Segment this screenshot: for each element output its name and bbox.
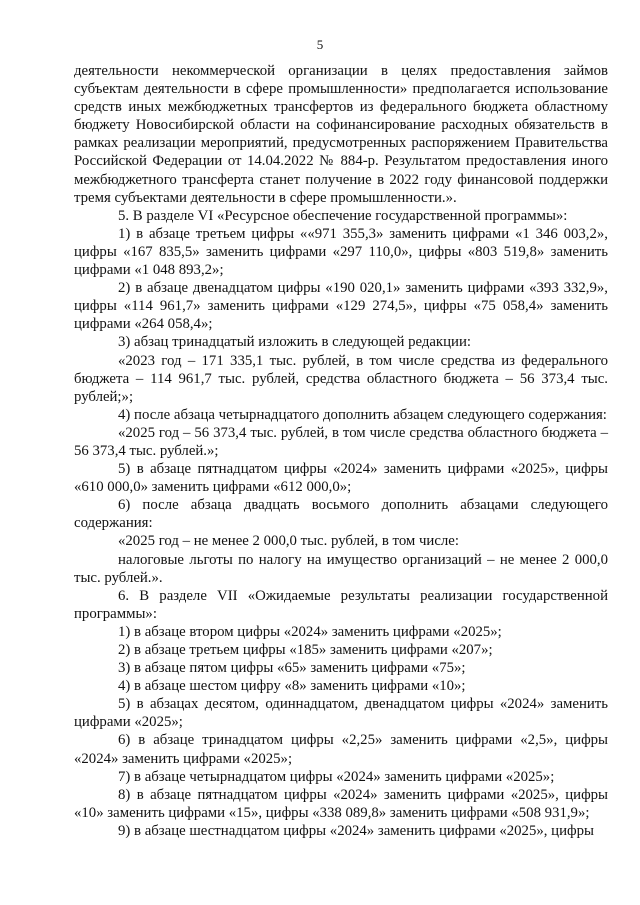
paragraph-item-6: 6. В разделе VII «Ожидаемые результаты реализации государственной программы»: <box>74 587 608 622</box>
page-number: 5 <box>316 37 324 52</box>
paragraph-quote-2025-min: «2025 год – не менее 2 000,0 тыс. рублей, в том числе: <box>118 533 459 550</box>
paragraph-item-5-1: 1) в абзаце третьем цифры ««971 355,3» заменить цифрами «1 346 003,2», цифры «167 835,5» заменить цифрами «297 110,0», цифры «803 519,8» заменить цифрами «1 048 893,2»; <box>74 225 608 279</box>
paragraph-item-6-7: 7) в абзаце четырнадцатом цифры «2024» заменить цифрами «2025»; <box>118 768 555 785</box>
paragraph-item-5-2: 2) в абзаце двенадцатом цифры «190 020,1» заменить цифрами «393 332,9», цифры «114 961,7» заменить цифрами «129 274,5», цифры «75 058,4» заменить цифрами «264 058,4»; <box>74 280 608 333</box>
paragraph-tax-benefits: налоговые льготы по налогу на имущество организаций – не менее 2 000,0 тыс. рублей.». <box>74 551 608 586</box>
paragraph-item-6-4: 4) в абзаце шестом цифру «8» заменить цифрами «10»; <box>118 678 466 695</box>
paragraph-item-5-6: 6) после абзаца двадцать восьмого дополнить абзацами следующего содержания: <box>74 497 608 532</box>
paragraph-item-6-6: 6) в абзаце тринадцатом цифры «2,25» заменить цифрами «2,5», цифры «2024» заменить цифрами «2025»; <box>74 732 608 767</box>
paragraph-item-5-4: 4) после абзаца четырнадцатого дополнить абзацем следующего содержания: <box>118 406 607 423</box>
paragraph-item-5-3: 3) абзац тринадцатый изложить в следующей редакции: <box>118 334 471 351</box>
paragraph-continuation: деятельности некоммерческой организации в целях предоставления займов субъектам деятельности в сфере промышленности» предполагается использование средств иных межбюджетных трансфертов из федерального бюджета областному бюджету Новосибирской области на софинансирование расходных обязательств в рамках реализации мероприятий, предусмотренных распоряжением Правительства Российской Федерации от 14.04.2022 № 884-р. Результатом предоставления иного межбюджетного трансферта станет получение в 2022 году финансовой поддержки тремя субъектами деятельности в сфере промышленности.». <box>74 63 608 206</box>
paragraph-item-6-9: 9) в абзаце шестнадцатом цифры «2024» заменить цифрами «2025», цифры <box>118 822 594 839</box>
paragraph-item-6-3: 3) в абзаце пятом цифры «65» заменить цифрами «75»; <box>118 660 466 677</box>
paragraph-item-6-1: 1) в абзаце втором цифры «2024» заменить цифрами «2025»; <box>118 623 502 640</box>
document-body <box>74 62 608 840</box>
paragraph-item-6-2: 2) в абзаце третьем цифры «185» заменить цифрами «207»; <box>118 642 493 658</box>
paragraph-item-5-5: 5) в абзаце пятнадцатом цифры «2024» заменить цифрами «2025», цифры «610 000,0» заменить цифрами «612 000,0»; <box>74 461 608 496</box>
paragraph-item-5: 5. В разделе VI «Ресурсное обеспечение государственной программы»: <box>118 207 568 224</box>
paragraph-item-6-5: 5) в абзацах десятом, одиннадцатом, двенадцатом цифры «2024» заменить цифрами «2025»; <box>74 696 608 731</box>
paragraph-quote-2025: «2025 год – 56 373,4 тыс. рублей, в том числе средства областного бюджета – 56 373,4 тыс. рублей.»; <box>74 424 608 459</box>
paragraph-quote-2023: «2023 год – 171 335,1 тыс. рублей, в том числе средства из федерального бюджета – 114 961,7 тыс. рублей, средства областного бюджета – 56 373,4 тыс. рублей;»; <box>74 352 608 405</box>
paragraph-item-6-8: 8) в абзаце пятнадцатом цифры «2024» заменить цифрами «2025», цифры «10» заменить цифрами «15», цифры «338 089,8» заменить цифрами «508 931,9»; <box>74 786 608 821</box>
